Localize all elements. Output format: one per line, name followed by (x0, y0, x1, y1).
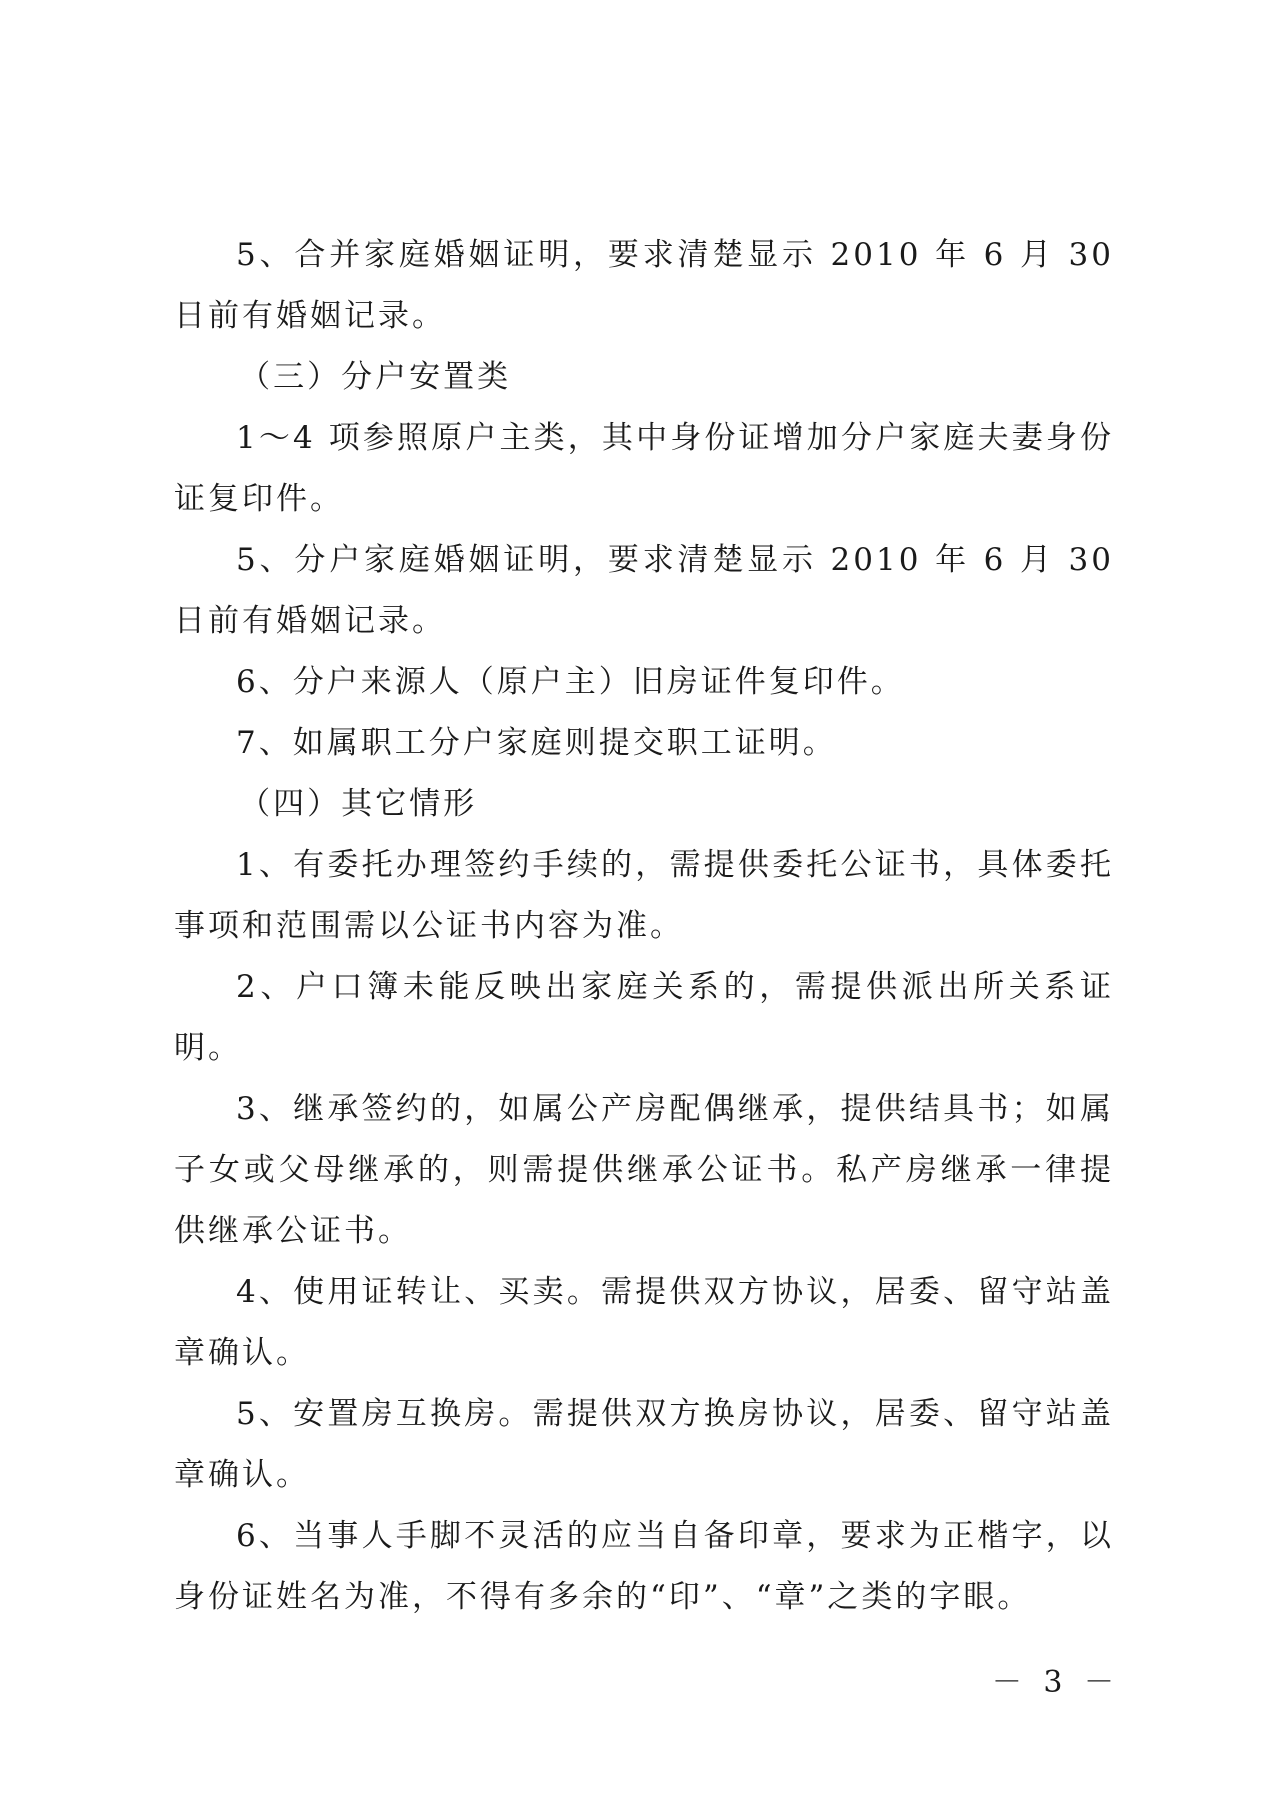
paragraph-seal-requirement: 6、当事人手脚不灵活的应当自备印章，要求为正楷字，以身份证姓名为准，不得有多余的“印”、“章”之类的字眼。 (174, 1518, 1114, 1615)
paragraph-source-person-documents: 6、分户来源人（原户主）旧房证件复印件。 (236, 664, 905, 700)
paragraph-housing-exchange: 5、安置房互换房。需提供双方换房协议，居委、留守站盖章确认。 (174, 1396, 1114, 1493)
section-heading-other-cases: （四）其它情形 (239, 786, 478, 822)
page-number: － 3 － (991, 1665, 1120, 1700)
paragraph-split-family-marriage: 5、分户家庭婚姻证明，要求清楚显示 2010 年 6 月 30 日前有婚姻记录。 (174, 542, 1114, 639)
paragraph-employee-proof: 7、如属职工分户家庭则提交职工证明。 (236, 725, 837, 761)
section-heading-household-split: （三）分户安置类 (239, 359, 512, 395)
paragraph-merged-family-marriage: 5、合并家庭婚姻证明，要求清楚显示 2010 年 6 月 30 日前有婚姻记录。 (174, 237, 1114, 334)
paragraph-inheritance: 3、继承签约的，如属公产房配偶继承，提供结具书；如属子女或父母继承的，则需提供继承公证书。私产房继承一律提供继承公证书。 (174, 1091, 1114, 1249)
paragraph-certificate-transfer: 4、使用证转让、买卖。需提供双方协议，居委、留守站盖章确认。 (174, 1274, 1114, 1371)
paragraph-items-1-4: 1～4 项参照原户主类，其中身份证增加分户家庭夫妻身份证复印件。 (174, 420, 1114, 517)
paragraph-entrustment: 1、有委托办理签约手续的，需提供委托公证书，具体委托事项和范围需以公证书内容为准。 (174, 847, 1114, 944)
paragraph-household-register: 2、户口簿未能反映出家庭关系的，需提供派出所关系证明。 (174, 969, 1114, 1066)
document-body (174, 225, 1114, 1628)
